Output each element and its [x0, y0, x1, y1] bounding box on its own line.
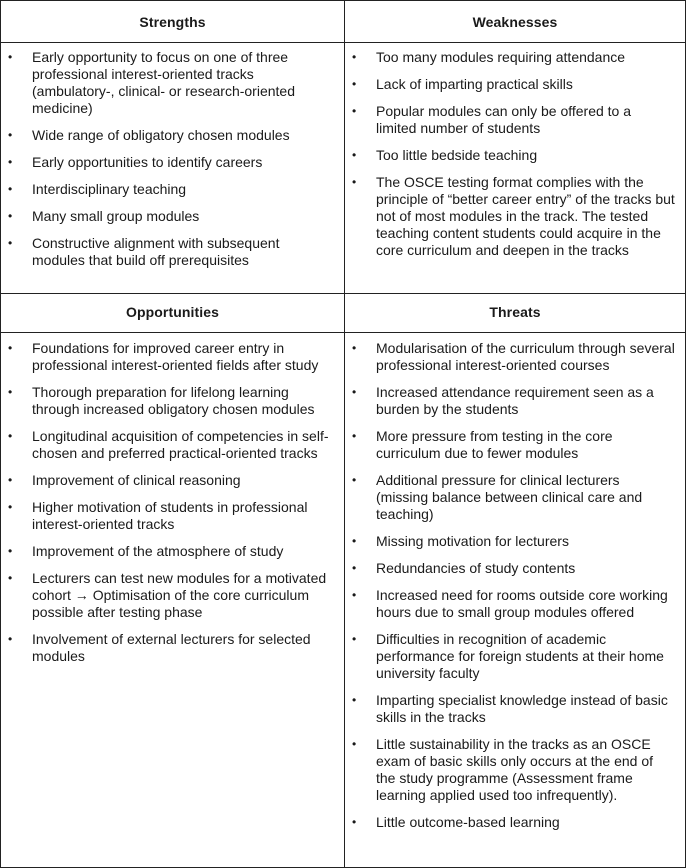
weaknesses-item: • Too little bedside teaching: [352, 147, 675, 164]
strengths-item: • Wide range of obligatory chosen modules: [8, 127, 334, 144]
threats-item: • Missing motivation for lecturers: [352, 533, 675, 550]
opportunities-item: • Higher motivation of students in professional interest-oriented tracks: [8, 499, 334, 533]
strengths-item: • Constructive alignment with subsequent modules that build off prerequisites: [8, 235, 334, 269]
body-row-bottom: [0, 332, 686, 868]
threats-list: [345, 332, 685, 831]
strengths-list: [1, 41, 344, 269]
threats-item: • Additional pressure for clinical lecturers (missing balance between clinical care and teaching): [352, 472, 675, 523]
threats-item: • Imparting specialist knowledge instead of basic skills in the tracks: [352, 692, 675, 726]
header-row-top: [0, 0, 686, 43]
threats-item: • Little outcome-based learning: [352, 814, 675, 831]
body-row-top: [0, 41, 686, 294]
strengths-cell: [0, 41, 344, 293]
weaknesses-list: [345, 41, 685, 259]
opportunities-item: • Involvement of external lecturers for selected modules: [8, 631, 334, 665]
threats-item: • Difficulties in recognition of academic performance for foreign students at their home university faculty: [352, 631, 675, 682]
opportunities-item: • Lecturers can test new modules for a motivated cohort → Optimisation of the core curriculum possible after testing phase: [8, 570, 334, 621]
opportunities-list: [1, 332, 344, 665]
strengths-item: • Many small group modules: [8, 208, 334, 225]
strengths-item: • Early opportunity to focus on one of three professional interest-oriented tracks (ambulatory-, clinical- or research-oriented medicine): [8, 49, 334, 117]
threats-item: • Increased attendance requirement seen as a burden by the students: [352, 384, 675, 418]
weaknesses-cell: [344, 41, 686, 293]
opportunities-item: • Improvement of the atmosphere of study: [8, 543, 334, 560]
threats-item: • Increased need for rooms outside core working hours due to small group modules offered: [352, 587, 675, 621]
threats-cell: [344, 332, 686, 867]
weaknesses-item: • Lack of imparting practical skills: [352, 76, 675, 93]
weaknesses-item: • Too many modules requiring attendance: [352, 49, 675, 66]
threats-item: • Redundancies of study contents: [352, 560, 675, 577]
opportunities-header: Opportunities: [0, 292, 344, 332]
weaknesses-item: • The OSCE testing format complies with the principle of “better career entry” of the tracks but not of most modules in the track. The tested teaching content students could acquire in the core curriculum and deepen in the tracks: [352, 174, 675, 259]
threats-item: • Little sustainability in the tracks as an OSCE exam of basic skills only occurs at the end of the study programme (Assessment frame learning applied used too infrequently).: [352, 736, 675, 804]
opportunities-item: • Improvement of clinical reasoning: [8, 472, 334, 489]
threats-item: • Modularisation of the curriculum through several professional interest-oriented courses: [352, 340, 675, 374]
opportunities-item: • Foundations for improved career entry in professional interest-oriented fields after study: [8, 340, 334, 374]
strengths-item: • Early opportunities to identify careers: [8, 154, 334, 171]
strengths-item: • Interdisciplinary teaching: [8, 181, 334, 198]
threats-item: • More pressure from testing in the core curriculum due to fewer modules: [352, 428, 675, 462]
opportunities-item: • Longitudinal acquisition of competencies in self-chosen and preferred practical-oriented tracks: [8, 428, 334, 462]
header-row-bottom: [0, 292, 686, 333]
opportunities-cell: [0, 332, 344, 867]
opportunities-item: • Thorough preparation for lifelong learning through increased obligatory chosen modules: [8, 384, 334, 418]
strengths-header: Strengths: [0, 1, 344, 42]
weaknesses-item: • Popular modules can only be offered to a limited number of students: [352, 103, 675, 137]
threats-header: Threats: [344, 292, 686, 332]
weaknesses-header: Weaknesses: [344, 1, 686, 42]
